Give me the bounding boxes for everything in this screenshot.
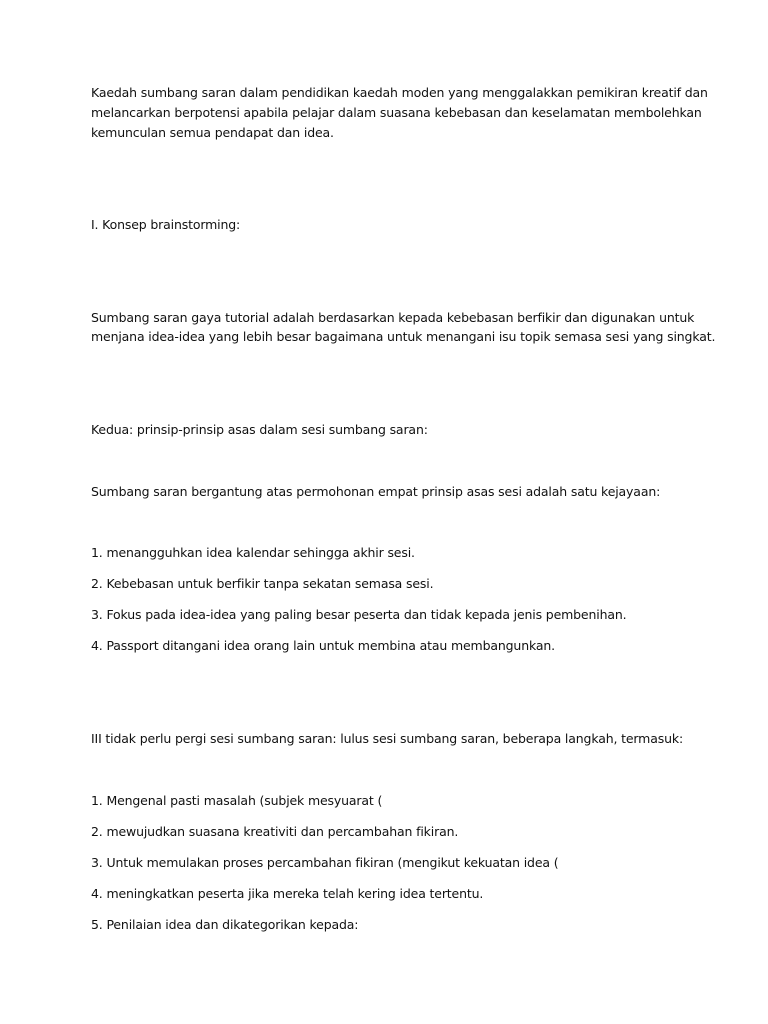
- principles-intro: Sumbang saran bergantung atas permohonan empat prinsip asas sesi adalah satu kejayaan:: [91, 484, 661, 499]
- step-item-1: 1. Mengenal pasti masalah (subjek mesyuarat (: [91, 793, 383, 808]
- concept-line-2: menjana idea-idea yang lebih besar bagaimana untuk menangani isu topik semasa sesi yang singkat.: [91, 329, 716, 344]
- principle-item-3: 3. Fokus pada idea-idea yang paling besar peserta dan tidak kepada jenis pembenihan.: [91, 607, 627, 622]
- concept-line-1: Sumbang saran gaya tutorial adalah berdasarkan kepada kebebasan berfikir dan digunakan untuk: [91, 310, 695, 325]
- principle-item-1: 1. menangguhkan idea kalendar sehingga akhir sesi.: [91, 545, 415, 560]
- heading-steps: III tidak perlu pergi sesi sumbang saran: lulus sesi sumbang saran, beberapa langkah, termasuk:: [91, 731, 684, 746]
- intro-line-1: Kaedah sumbang saran dalam pendidikan kaedah moden yang menggalakkan pemikiran kreatif dan: [91, 85, 708, 100]
- intro-line-2: melancarkan berpotensi apabila pelajar dalam suasana kebebasan dan keselamatan membolehkan: [91, 105, 702, 120]
- principle-item-4: 4. Passport ditangani idea orang lain untuk membina atau membangunkan.: [91, 638, 555, 653]
- heading-principles: Kedua: prinsip-prinsip asas dalam sesi sumbang saran:: [91, 422, 428, 437]
- step-item-2: 2. mewujudkan suasana kreativiti dan percambahan fikiran.: [91, 824, 459, 839]
- principle-item-2: 2. Kebebasan untuk berfikir tanpa sekatan semasa sesi.: [91, 576, 434, 591]
- step-item-3: 3. Untuk memulakan proses percambahan fikiran (mengikut kekuatan idea (: [91, 855, 559, 870]
- step-item-5: 5. Penilaian idea dan dikategorikan kepada:: [91, 917, 359, 932]
- intro-line-3: kemunculan semua pendapat dan idea.: [91, 125, 334, 140]
- step-item-4: 4. meningkatkan peserta jika mereka telah kering idea tertentu.: [91, 886, 484, 901]
- heading-concept: I. Konsep brainstorming:: [91, 217, 241, 232]
